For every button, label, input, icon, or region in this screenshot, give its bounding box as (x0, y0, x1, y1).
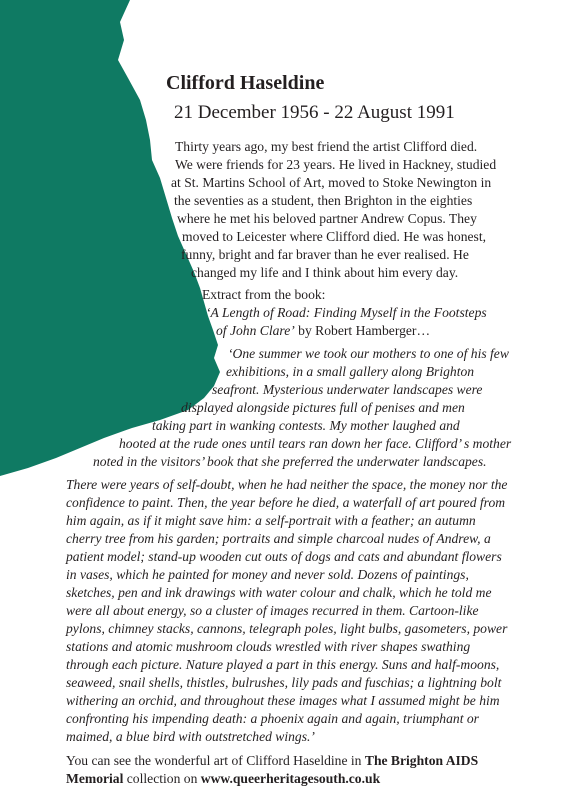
body-line: cherry tree from his garden; portraits and simple charcoal nudes of Andrew, a (66, 531, 491, 546)
website-link[interactable]: www.queerheritagesouth.co.uk (200, 770, 381, 786)
body-line: pylons, chimney stacks, cannons, telegraph poles, light bulbs, gasometers, power (66, 621, 508, 636)
quote-line: seafront. Mysterious underwater landscapes were (212, 382, 483, 397)
intro-line: at St. Martins School of Art, moved to Stoke Newington in (171, 175, 492, 190)
artist-name: Clifford Haseldine (166, 72, 325, 94)
quote-line: hooted at the rude ones until tears ran down her face. Clifford’ s mother (119, 436, 512, 451)
intro-line: moved to Leicester where Clifford died. He was honest, (182, 229, 487, 244)
body-line: stations and atomic mushroom clouds wrestled with river shapes swathing (66, 639, 471, 654)
life-dates: 21 December 1956 - 22 August 1991 (174, 102, 455, 123)
quote-line: taking part in wanking contests. My mother laughed and (152, 418, 460, 433)
intro-line: changed my life and I think about him every day. (191, 265, 459, 280)
book-title-line: ‘A Length of Road: Finding Myself in the Footsteps (206, 305, 487, 320)
quote-line: ‘One summer we took our mothers to one of his few (228, 346, 509, 361)
collection-name: The Brighton AIDS Memorial (66, 753, 479, 786)
book-title-author-line (216, 322, 430, 340)
intro-line: funny, bright and far braver than he ever realised. He (181, 247, 469, 262)
body-line: were all about energy, so a cluster of images recurred in them. Cartoon-like (66, 603, 479, 618)
intro-line: the seventies as a student, then Brighton in the eighties (174, 193, 473, 208)
body-line: maimed, a blue bird with outstretched wings.’ (66, 729, 315, 744)
intro-line: We were friends for 23 years. He lived in Hackney, studied (175, 157, 497, 172)
body-line: patient model; stand-up wooden cut outs of dogs and cats and abundant flowers (66, 549, 502, 564)
book-title-line: of John Clare’ (216, 323, 295, 338)
body-line: through each picture. Nature played a part in this energy. Suns and half-moons, (66, 657, 500, 672)
body-line: confidence to paint. Then, the year before he died, a waterfall of art poured from (66, 495, 506, 510)
body-line: him again, as if it might save him: a self-portrait with a feather; an autumn (66, 513, 476, 528)
quote-line: noted in the visitors’ book that she preferred the underwater landscapes. (93, 454, 487, 469)
body-line: seaweed, snail shells, thistles, bulrushes, lily pads and fuschias; a lightning bolt (66, 675, 502, 690)
footer-text: collection on (123, 770, 201, 786)
intro-line: Thirty years ago, my best friend the artist Clifford died. (175, 139, 478, 154)
quote-line: exhibitions, in a small gallery along Brighton (226, 364, 475, 379)
body-line: There were years of self-doubt, when he had neither the space, the money nor the (66, 477, 508, 492)
intro-line: where he met his beloved partner Andrew Copus. They (177, 211, 477, 226)
body-line: in vases, which he painted for money and never sold. Dozens of paintings, (66, 567, 469, 582)
footer-text: You can see the wonderful art of Clifford Haseldine in (66, 753, 365, 768)
body-line: sketches, pen and ink drawings with water colour and chalk, which he told me (66, 585, 492, 600)
body-line: withering an orchid, and throughout these images what I assumed might be him (66, 693, 500, 708)
body-line: confronting his impending death: a phoenix again and again, triumphant or (66, 711, 479, 726)
book-author: by Robert Hamberger… (294, 323, 431, 338)
quote-line: displayed alongside pictures full of penises and men (181, 400, 465, 415)
extract-label: Extract from the book: (202, 287, 326, 302)
footer-note (66, 752, 506, 787)
